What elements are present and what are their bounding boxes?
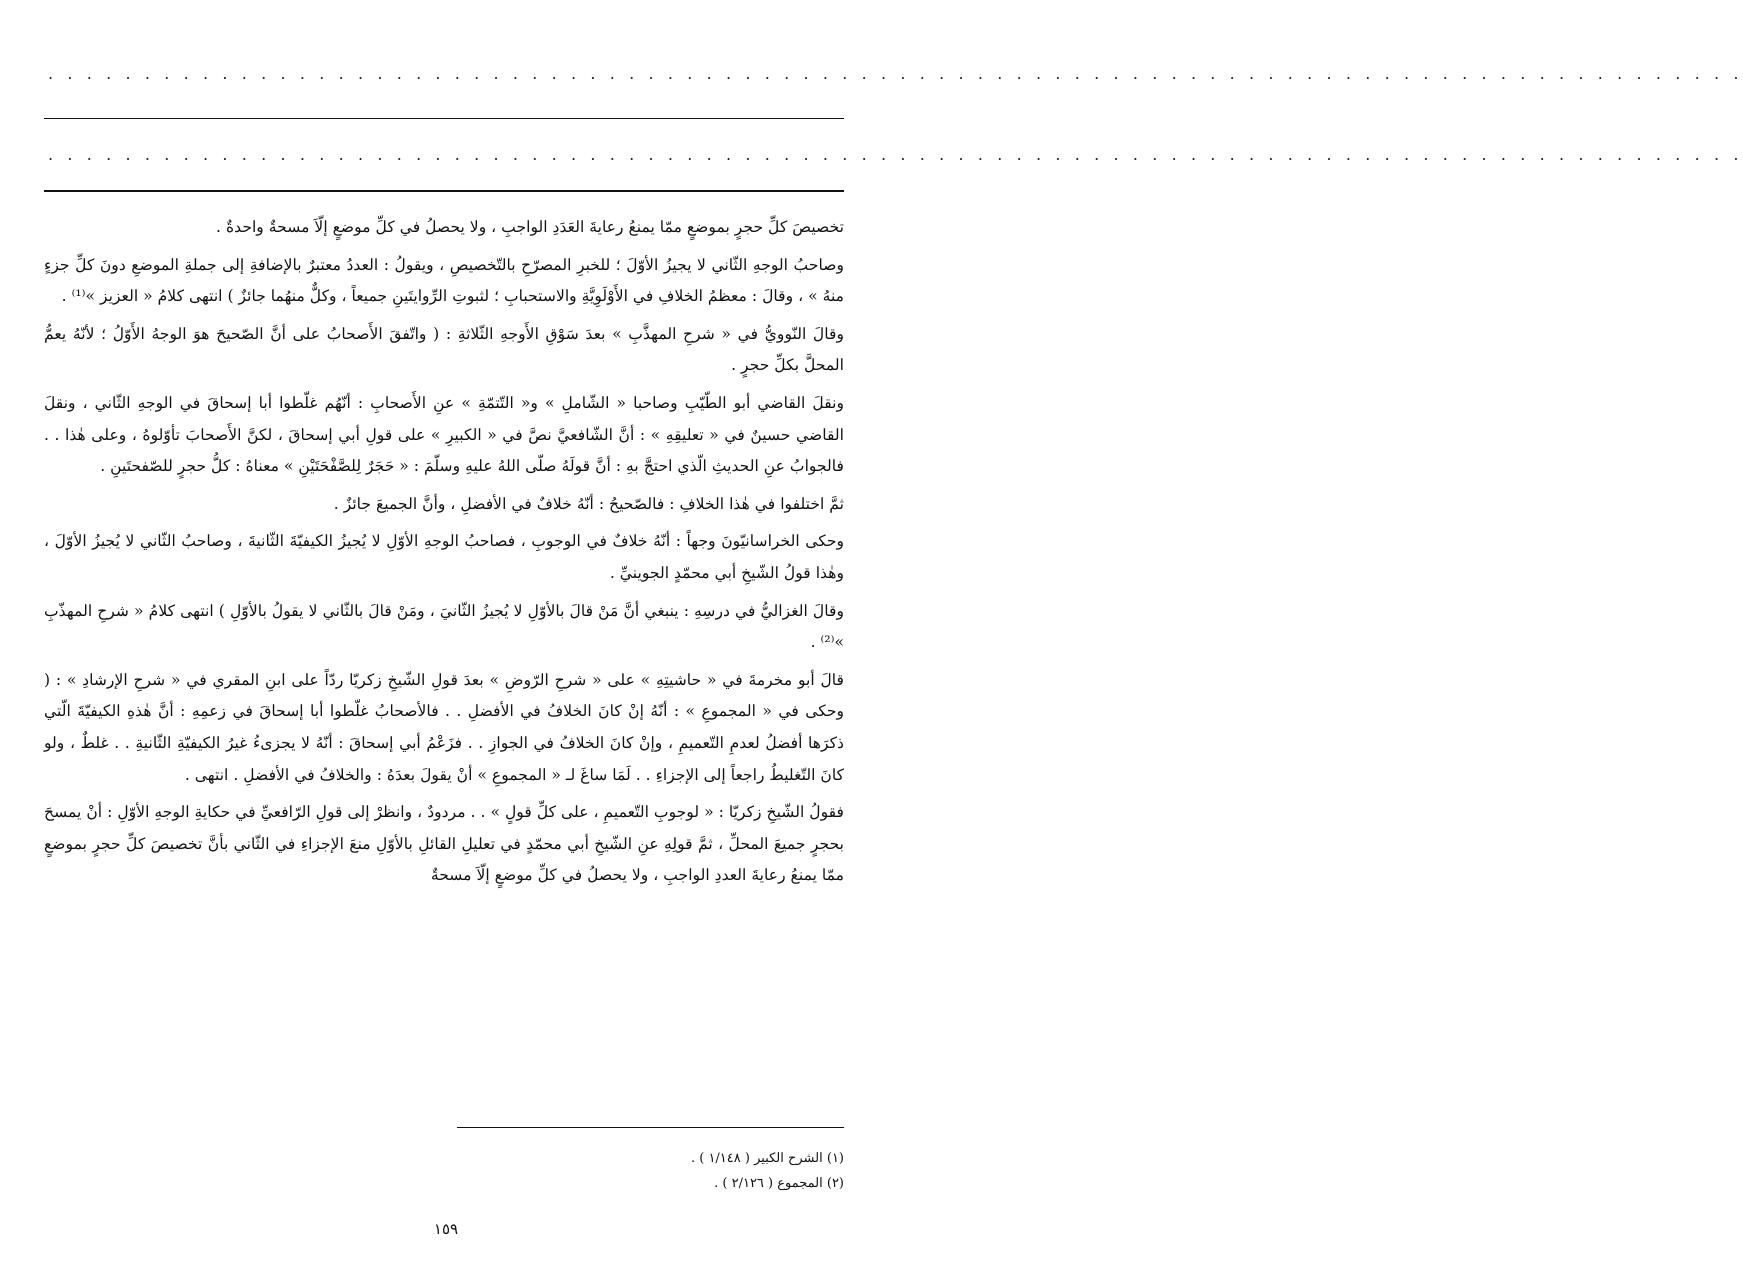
blank-dotted-line-2: . . . . . . . . . . . . . . . . . . . . . . . . . . . . . . . . . . . . . . . . . . . . . . . . . . . . . . . . . . . . . . . . . . . . . . . . . . . . . . . . . . . . . . . . [48,145,1743,164]
footnote: (٢) المجموع ( ٢/١٢٦ ) . [714,1176,844,1191]
blank-rule [44,118,844,119]
footnote-separator [457,1127,844,1128]
paragraph: قالَ أبو مخرمةَ في « حاشيتِهِ » على « شرحِ الرّوضِ » بعدَ قولِ الشّيخِ زكريّا ردّاً على ابنِ المقري في « شرحِ الإرشادِ » : ( وحكى في « المجموعِ » : أنّهُ إنْ كانَ الخلافُ في الأفضلِ . . فالأصحابُ غلّطوا أبا إسحاقَ في زعمِهِ : أنَّ هٰذهِ الكيفيّةَ الّتي ذكرَها أفضلُ لعدمِ التّعميمِ ، وإنْ كانَ الخلافُ في الجوازِ . . فزَعْمُ أبي إسحاقَ : أنّهُ لا يجزىءُ غيرُ الكيفيّةِ الثّانيةِ . . غلطٌ ، ولو كانَ التّغليطُ راجعاً إلى الإجزاءِ . . لَمَا ساغَ لـ « المجموعِ » أنْ يقولَ بعدَهُ : والخلافُ في الأفضلِ . انتهى . [44,670,844,784]
paragraph: وصاحبُ الوجهِ الثّاني لا يجيزُ الأوّلَ ؛ للخبرِ المصرّحِ بالتّخصيصِ ، ويقولُ : العددُ معتبرٌ بالإضافةِ إلى جملةِ الموضعِ دونَ كلِّ جزءٍ منهُ » ، وقالَ : معظمُ الخلافِ في الأَوْلَوِيَّةِ والاستحبابِ ؛ لثبوتِ الرِّوايتَينِ جميعاً ، وكلٌّ منهُما جائزٌ ) انتهى كلامُ « العزيز »⁽¹⁾ . [44,255,844,306]
body-text [44,212,844,898]
paragraph: وقالَ الغزاليُّ في درسِهِ : ينبغي أنَّ مَنْ قالَ بالأوّلِ لا يُجيزُ الثّانيَ ، ومَنْ قالَ بالثّاني لا يقولُ بالأوّلِ ) انتهى كلامُ « شرحِ المهذّبِ »⁽²⁾ . [44,601,844,652]
paragraph: ثمَّ اختلفوا في هٰذا الخلافِ : فالصّحيحُ : أنّهُ خلافٌ في الأفضلِ ، وأنَّ الجميعَ جائزٌ . [333,494,844,513]
paragraph: فقولُ الشّيخِ زكريّا : « لوجوبِ التّعميمِ ، على كلِّ قولٍ » . . مردودٌ ، وانظرْ إلى قولِ الرّافعيِّ في حكايةِ الوجهِ الأوّلِ : أنْ يمسحَ بحجرٍ جميعَ المحلِّ ، ثمَّ قولِهِ عنِ الشّيخِ أبي محمّدٍ في تعليلِ القائلِ بالأوّلِ منعَ الإجزاءِ في الثّاني بأنَّ تخصيصَ كلِّ حجرٍ بموضعٍ ممّا يمنعُ رعايةَ العددِ الواجبِ ، ولا يحصلُ في كلِّ موضعٍ إلّاَ مسحةٌ [44,803,844,885]
section-divider [44,190,844,192]
footnotes [424,1146,844,1196]
paragraph: وحكى الخراسانيّونَ وجهاً : أنّهُ خلافٌ في الوجوبِ ، فصاحبُ الوجهِ الأوّلِ لا يُجيزُ الكيفيّةَ الثّانيةَ ، وصاحبُ الثّاني لا يُجيزُ الأوّلَ ، وهٰذا قولُ الشّيخِ أبي محمّدٍ الجوينيِّ . [44,532,844,582]
footnote: (١) الشرح الكبير ( ١/١٤٨ ) . [690,1151,844,1166]
paragraph: تخصيصَ كلِّ حجرٍ بموضعٍ ممّا يمنعُ رعايةَ العَدَدِ الواجبِ ، ولا يحصلُ في كلِّ موضعٍ إلّاَ مسحةٌ واحدةٌ . [216,218,844,236]
paragraph: ونقلَ القاضي أبو الطّيّبِ وصاحبا « الشّاملِ » و« التّتمّةِ » عنِ الأَصحابِ : أنّهُم غلّطوا أبا إسحاقَ في الوجهِ الثّاني ، ونقلَ القاضي حسينٌ في « تعليقِهِ » : أنَّ الشّافعيَّ نصَّ في « الكبيرِ » على قولِ أبي إسحاقَ ، لكنَّ الأَصحابَ تأوّلوهُ ، وعلى هٰذا . . فالجوابُ عنِ الحديثِ الّذي احتجَّ بهِ : أنَّ قولَهُ صلّى اللهُ عليهِ وسلّمَ : « حَجَرٌ لِلصَّفْحَتَيْنِ » معناهُ : كلُّ حجرٍ للصّفحتَينِ . [44,393,844,476]
paragraph: وقالَ النّوويُّ في « شرحِ المهذَّبِ » بعدَ سَوْقِ الأَوجهِ الثّلاثةِ : ( واتّفقَ الأَصحابُ على أنَّ الصّحيحَ هوَ الوجهُ الأَوّلُ ؛ لأنّهُ يعمُّ المحلَّ بكلِّ حجرٍ . [44,324,844,375]
page-number: ١٥٩ [433,1220,459,1238]
blank-dotted-line-1: . . . . . . . . . . . . . . . . . . . . . . . . . . . . . . . . . . . . . . . . . . . . . . . . . . . . . . . . . . . . . . . . . . . . . . . . . . . . . . . . . . . . . . . . [48,64,1743,83]
